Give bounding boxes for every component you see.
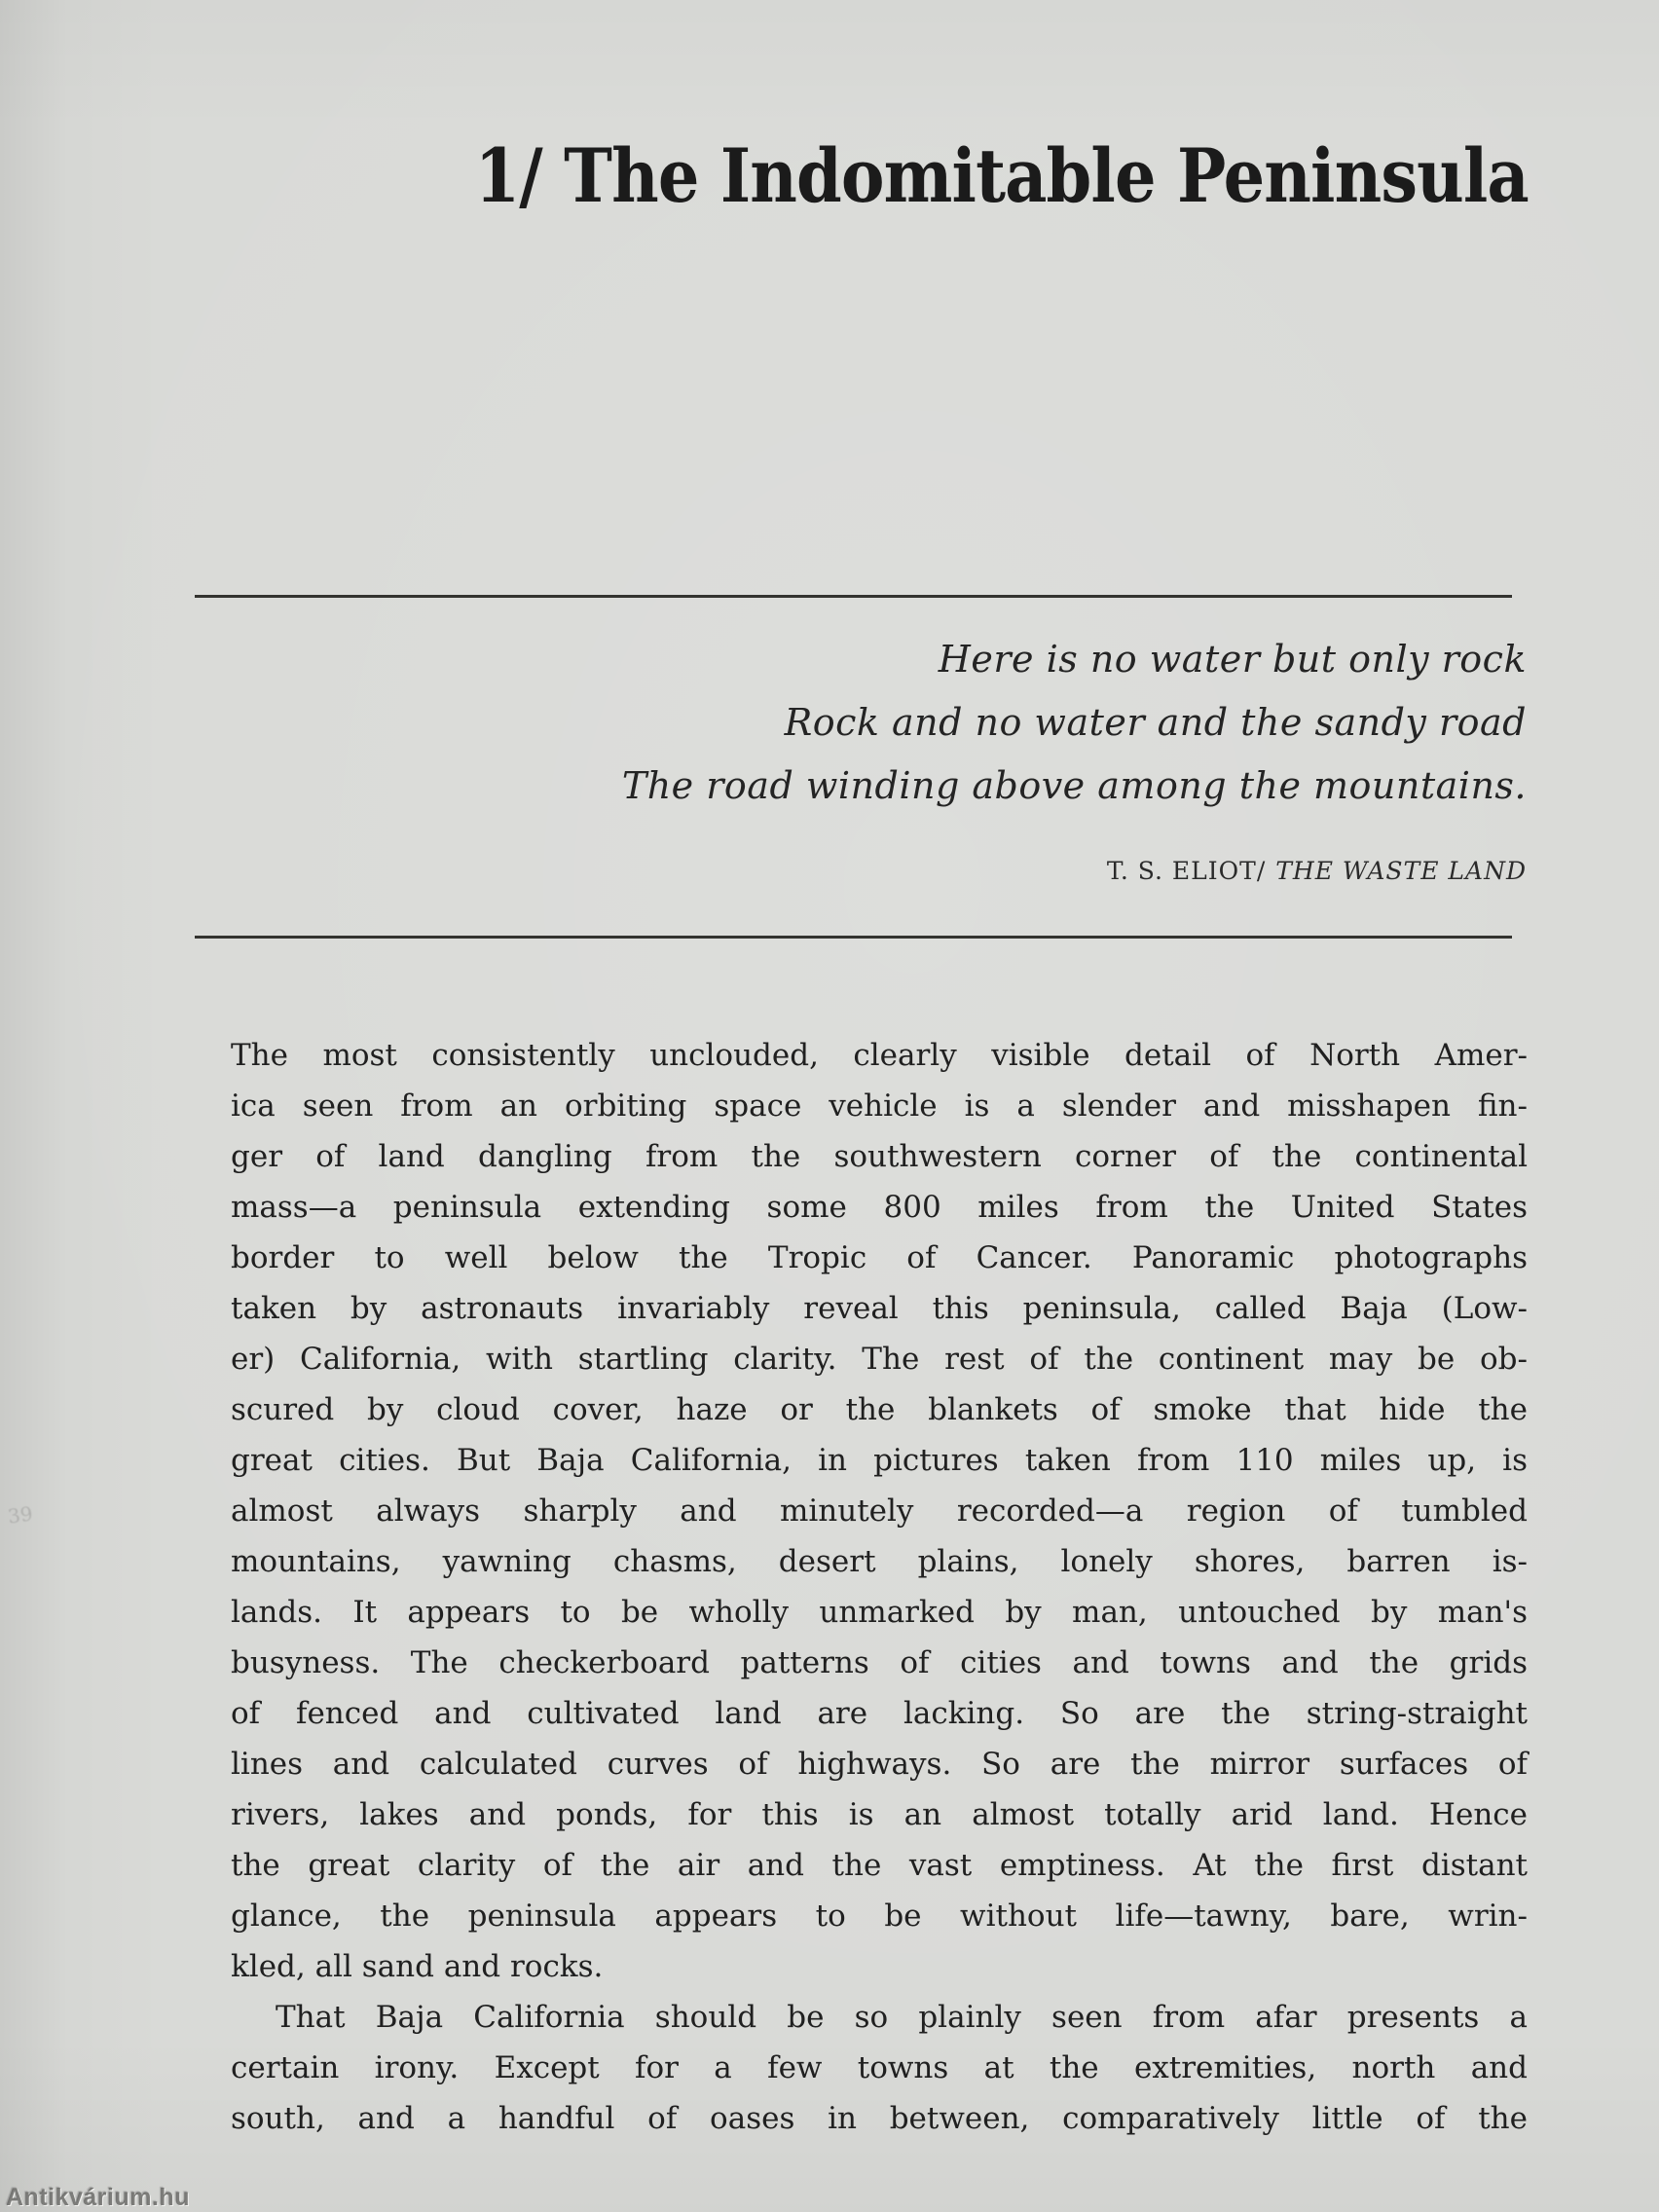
body-line: That Baja California should be so plainly seen from afar presents a [276,2000,1528,2035]
chapter-title [195,132,1529,219]
body-line: scured by cloud cover, haze or the blankets of smoke that hide the [231,1392,1528,1427]
epigraph [195,628,1527,818]
bottom-divider-rule [195,936,1512,939]
body-line: glance, the peninsula appears to be without life—tawny, bare, wrin- [231,1899,1528,1934]
body-line: er) California, with startling clarity. The rest of the continent may be ob- [231,1342,1528,1377]
epigraph-line: Rock and no water and the sandy road [784,701,1527,744]
body-line: busyness. The checkerboard patterns of cities and towns and the grids [231,1645,1528,1680]
body-line: lands. It appears to be wholly unmarked by man, untouched by man's [231,1595,1528,1630]
body-line: The most consistently unclouded, clearly visible detail of North Amer- [231,1038,1528,1073]
attribution-work: THE WASTE LAND [1275,857,1527,885]
body-line: ica seen from an orbiting space vehicle is a slender and misshapen fin- [231,1088,1528,1124]
attribution-author: T. S. ELIOT/ [1106,857,1267,885]
body-line: lines and calculated curves of highways. So are the mirror surfaces of [231,1747,1528,1782]
body-line: great cities. But Baja California, in pictures taken from 110 miles up, is [231,1443,1528,1478]
epigraph-line: Here is no water but only rock [938,638,1527,681]
paragraph [231,1992,1528,2144]
body-line: of fenced and cultivated land are lacking. So are the string-straight [231,1696,1528,1731]
body-line: taken by astronauts invariably reveal this peninsula, called Baja (Low- [231,1291,1528,1326]
margin-smudge: 39 [6,1501,34,1529]
body-line: border to well below the Tropic of Cancer. Panoramic photographs [231,1240,1528,1275]
body-text [231,1030,1528,2144]
epigraph-attribution [195,857,1527,885]
body-line: almost always sharply and minutely recorded—a region of tumbled [231,1493,1528,1529]
body-line: kled, all sand and rocks. [231,1949,604,1984]
top-divider-rule [195,595,1512,598]
body-line: certain irony. Except for a few towns at the extremities, north and [231,2050,1528,2085]
body-line: south, and a handful of oases in between, comparatively little of the [231,2101,1528,2136]
body-line: ger of land dangling from the southwestern corner of the continental [231,1139,1528,1174]
body-line: mountains, yawning chasms, desert plains, lonely shores, barren is- [231,1544,1528,1579]
body-line: rivers, lakes and ponds, for this is an almost totally arid land. Hence [231,1797,1528,1832]
body-line: mass—a peninsula extending some 800 miles from the United States [231,1190,1528,1225]
body-line: the great clarity of the air and the vast emptiness. At the first distant [231,1848,1528,1883]
paragraph [231,1030,1528,1992]
watermark: Antikvárium.hu [6,2184,190,2211]
chapter-title-text: 1/ The Indomitable Peninsula [474,132,1529,219]
epigraph-line: The road winding above among the mountains. [621,764,1527,807]
